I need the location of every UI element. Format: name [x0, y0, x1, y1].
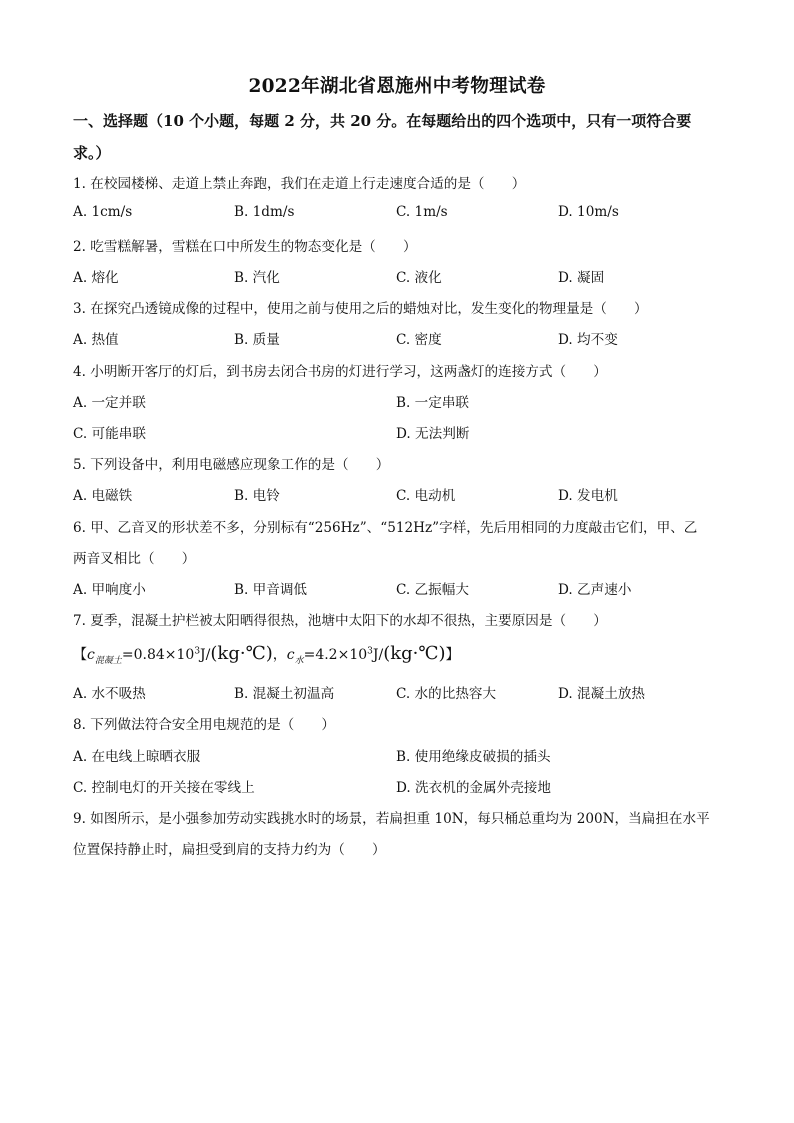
question-9-stem: 9. 如图所示，是小强参加劳动实践挑水时的场景，若扁担重 10N，每只桶总重均为 200N，当扁担在水平: [73, 811, 710, 827]
formula-subscript-concrete: 混凝土: [94, 655, 122, 666]
question-8-option-b: B. 使用绝缘皮破损的插头: [396, 749, 551, 765]
question-6-option-d: D. 乙声速小: [558, 582, 632, 598]
question-5-option-b: B. 电铃: [234, 488, 280, 504]
formula-c-symbol-2: c: [286, 647, 295, 663]
question-3-option-d: D. 均不变: [558, 332, 618, 348]
exam-title: 2022年湖北省恩施州中考物理试卷: [248, 76, 546, 97]
question-3-stem: 3. 在探究凸透镜成像的过程中，使用之前与使用之后的蜡烛对比，发生变化的物理量是（ ）: [73, 301, 648, 317]
question-5-option-d: D. 发电机: [558, 488, 618, 504]
question-3-option-b: B. 质量: [234, 332, 280, 348]
question-8-option-d: D. 洗衣机的金属外壳接地: [396, 780, 551, 796]
formula-unit-1: J/: [200, 647, 211, 663]
question-4-option-b: B. 一定串联: [396, 395, 470, 411]
formula-unit-1-paren: (kg·℃): [210, 643, 273, 664]
formula-value-1: =0.84×10: [121, 647, 195, 663]
question-9-stem-line2: 位置保持静止时，扁担受到肩的支持力约为（ ）: [73, 842, 386, 858]
specific-heat-formula: [73, 643, 460, 666]
question-7-stem: 7. 夏季，混凝土护栏被太阳晒得很热，池塘中太阳下的水却不很热，主要原因是（ ）: [73, 613, 607, 629]
question-7-option-c: C. 水的比热容大: [396, 686, 497, 702]
formula-exponent-2: 3: [367, 646, 373, 657]
formula-c-symbol-1: c: [87, 647, 95, 663]
question-4-option-d: D. 无法判断: [396, 426, 470, 442]
formula-exponent-1: 3: [194, 646, 201, 657]
question-1-option-d: D. 10m/s: [558, 204, 619, 220]
section-heading-line1: 一、选择题（10 个小题，每题 2 分，共 20 分。在每题给出的四个选项中，只有一项符合要: [73, 112, 692, 130]
question-2-option-a: A. 熔化: [73, 270, 119, 286]
formula-separator: ，: [272, 647, 287, 663]
question-1-option-c: C. 1m/s: [396, 204, 448, 220]
question-6-option-c: C. 乙振幅大: [396, 582, 469, 598]
question-5-option-a: A. 电磁铁: [73, 488, 133, 504]
question-8-option-c: C. 控制电灯的开关接在零线上: [73, 780, 255, 796]
question-2-option-c: C. 液化: [396, 270, 442, 286]
section-heading-line2: 求。）: [73, 144, 111, 162]
question-6-option-b: B. 甲音调低: [234, 582, 308, 598]
question-1-option-a: A. 1cm/s: [73, 204, 133, 220]
question-4-option-a: A. 一定并联: [73, 395, 146, 411]
question-7-option-a: A. 水不吸热: [73, 686, 146, 702]
formula-close-bracket: 】: [445, 647, 460, 663]
question-2-option-b: B. 汽化: [234, 270, 280, 286]
question-3-option-c: C. 密度: [396, 332, 442, 348]
question-6-option-a: A. 甲响度小: [73, 582, 146, 598]
question-4-stem: 4. 小明断开客厅的灯后，到书房去闭合书房的灯进行学习，这两盏灯的连接方式（ ）: [73, 364, 607, 380]
question-1-stem: 1. 在校园楼梯、走道上禁止奔跑，我们在走道上行走速度合适的是（ ）: [73, 176, 526, 192]
formula-unit-2-paren: (kg·℃): [383, 643, 446, 664]
question-5-option-c: C. 电动机: [396, 488, 456, 504]
question-2-option-d: D. 凝固: [558, 270, 605, 286]
question-5-stem: 5. 下列设备中，利用电磁感应现象工作的是（ ）: [73, 457, 390, 473]
question-1-option-b: B. 1dm/s: [234, 204, 295, 220]
question-6-stem-line2: 两音叉相比（ ）: [73, 551, 196, 567]
question-3-option-a: A. 热值: [73, 332, 119, 348]
formula-value-2: =4.2×10: [303, 647, 368, 663]
question-7-option-b: B. 混凝土初温高: [234, 686, 335, 702]
formula-subscript-water: 水: [294, 655, 304, 666]
question-4-option-c: C. 可能串联: [73, 426, 146, 442]
formula-unit-2: J/: [372, 647, 384, 663]
question-6-stem: 6. 甲、乙音叉的形状差不多，分别标有“256Hz”、“512Hz”字样，先后用相同的力度敲击它们，甲、乙: [73, 520, 698, 536]
formula-open-bracket: 【: [73, 647, 87, 663]
question-2-stem: 2. 吃雪糕解暑，雪糕在口中所发生的物态变化是（ ）: [73, 239, 417, 255]
question-8-stem: 8. 下列做法符合安全用电规范的是（ ）: [73, 717, 335, 733]
question-7-option-d: D. 混凝土放热: [558, 686, 646, 702]
question-8-option-a: A. 在电线上晾晒衣服: [73, 749, 201, 765]
